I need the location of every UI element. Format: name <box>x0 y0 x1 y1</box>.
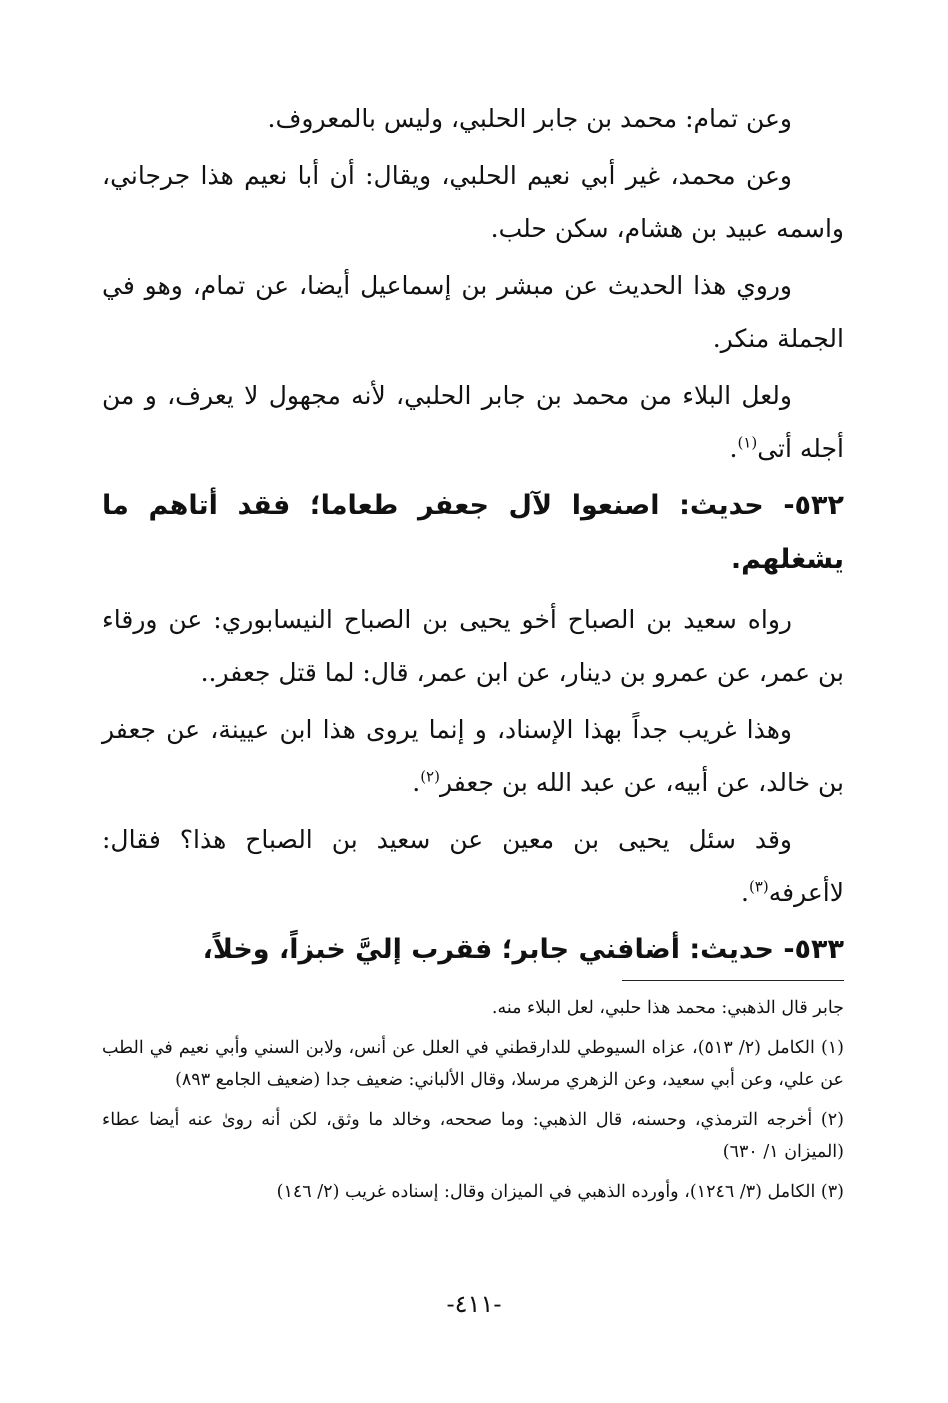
footnote-separator <box>622 980 844 981</box>
page-number: -٤١١- <box>446 1290 502 1318</box>
main-text <box>102 92 844 983</box>
footnote-ref-1[interactable]: (١) <box>737 433 758 452</box>
paragraph-1: وعن تمام: محمد بن جابر الحلبي، وليس بالمعروف. <box>267 104 792 133</box>
hadith-heading-532: ٥٣٢- حديث: اصنعوا لآل جعفر طعاما؛ فقد أتاهم ما يشغلهم. <box>102 490 844 575</box>
footnote-continued: جابر قال الذهبي: محمد هذا حلبي، لعل البلاء منه. <box>491 998 844 1018</box>
paragraph-2: وعن محمد، غير أبي نعيم الحلبي، ويقال: أن أبا نعيم هذا جرجاني، واسمه عبيد بن هشام، سكن حلب. <box>102 161 844 243</box>
paragraph-4: ولعل البلاء من محمد بن جابر الحلبي، لأنه مجهول لا يعرف، و من أجله أتى$^{(١)}$. <box>102 381 844 463</box>
footnote-3: (٣) الكامل (٣/ ١٢٤٦)، وأورده الذهبي في الميزان وقال: إسناده غريب (٢/ ١٤٦) <box>276 1182 844 1202</box>
paragraph-6: وهذا غريب جداً بهذا الإسناد، و إنما يروى هذا ابن عيينة، عن جعفر بن خالد، عن أبيه، عن عبد الله بن جعفر$^{(٢)}$. <box>102 715 844 797</box>
paragraph-5: رواه سعيد بن الصباح أخو يحيى بن الصباح النيسابوري: عن ورقاء بن عمر، عن عمرو بن دينار، عن ابن عمر، قال: لما قتل جعفر.. <box>102 605 844 687</box>
footnote-2: (٢) أخرجه الترمذي، وحسنه، قال الذهبي: وما صححه، وخالد ما وثق، لكن أنه روىٰ عنه أيضا عطاء (الميزان ١/ ٦٣٠) <box>102 1110 844 1162</box>
footnote-ref-3[interactable]: (٣) <box>748 877 769 896</box>
footnotes <box>102 992 844 1216</box>
hadith-heading-533: ٥٣٣- حديث: أضافني جابر؛ فقرب إليَّ خبزاً، وخلاً، <box>202 934 844 965</box>
paragraph-7: وقد سئل يحيى بن معين عن سعيد بن الصباح هذا؟ فقال: لاأعرفه$^{(٣)}$. <box>102 825 844 907</box>
footnote-1: (١) الكامل (٢/ ٥١٣)، عزاه السيوطي للدارقطني في العلل عن أنس، ولابن السني وأبي نعيم في الطب عن علي، وعن أبي سعيد، وعن الزهري مرسلا، وقال الألباني: ضعيف جدا (ضعيف الجامع ٨٩٣) <box>102 1038 844 1090</box>
footnote-ref-2[interactable]: (٢) <box>420 767 440 786</box>
paragraph-3: وروي هذا الحديث عن مبشر بن إسماعيل أيضا، عن تمام، وهو في الجملة منكر. <box>102 271 844 353</box>
